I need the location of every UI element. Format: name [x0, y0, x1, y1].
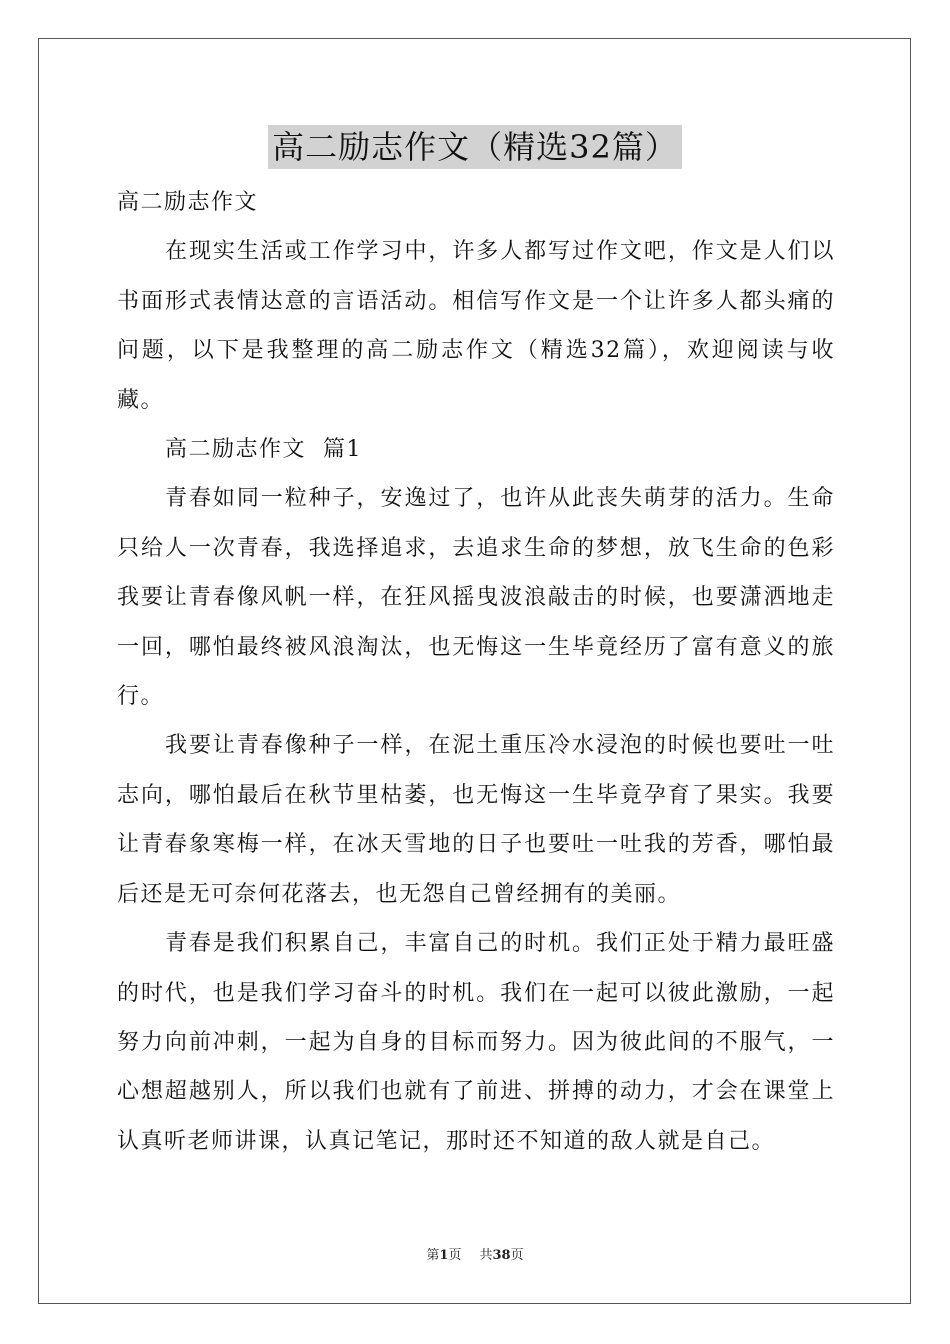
total-pages: 38: [492, 1248, 511, 1263]
title-container: [0, 125, 950, 169]
document-body: [117, 178, 835, 1166]
page-number: 1: [439, 1248, 449, 1263]
page-label-prefix: 第: [426, 1248, 440, 1263]
body-paragraph: 青春是我们积累自己，丰富自己的时机。我们正处于精力最旺盛的时代，也是我们学习奋斗的时机。我们在一起可以彼此激励，一起努力向前冲刺，一起为自身的目标而努力。因为彼此间的不服气，一心想超越别人，所以我们也就有了前进、拼搏的动力，才会在课堂上认真听老师讲课，认真记笔记，那时还不知道的敌人就是自己。: [117, 931, 835, 1154]
document-subtitle: 高二励志作文: [117, 190, 259, 215]
page-label-suffix: 页: [448, 1248, 462, 1263]
total-label-suffix: 页: [510, 1248, 524, 1263]
document-title: 高二励志作文（精选32篇）: [268, 125, 682, 169]
body-paragraph: 我要让青春像种子一样，在泥土重压冷水浸泡的时候也要吐一吐志向，哪怕最后在秋节里枯萎，也无悔这一生毕竟孕育了果实。我要让青春象寒梅一样，在冰天雪地的日子也要吐一吐我的芳香，哪怕最后还是无可奈何花落去，也无怨自己曾经拥有的美丽。: [117, 733, 835, 907]
intro-paragraph: 在现实生活或工作学习中，许多人都写过作文吧，作文是人们以书面形式表情达意的言语活动。相信写作文是一个让许多人都头痛的问题，以下是我整理的高二励志作文（精选32篇），欢迎阅读与收藏。: [117, 239, 835, 413]
body-paragraph: 青春如同一粒种子，安逸过了，也许从此丧失萌芽的活力。生命只给人一次青春，我选择追求，去追求生命的梦想，放飞生命的色彩我要让青春像风帆一样，在狂风摇曳波浪敲击的时候，也要潇洒地走一回，哪怕最终被风浪淘汰，也无悔这一生毕竟经历了富有意义的旅行。: [117, 486, 835, 710]
page-footer: [0, 1244, 950, 1263]
section-heading: 高二励志作文 篇1: [165, 437, 362, 463]
total-label-prefix: 共: [479, 1248, 493, 1263]
